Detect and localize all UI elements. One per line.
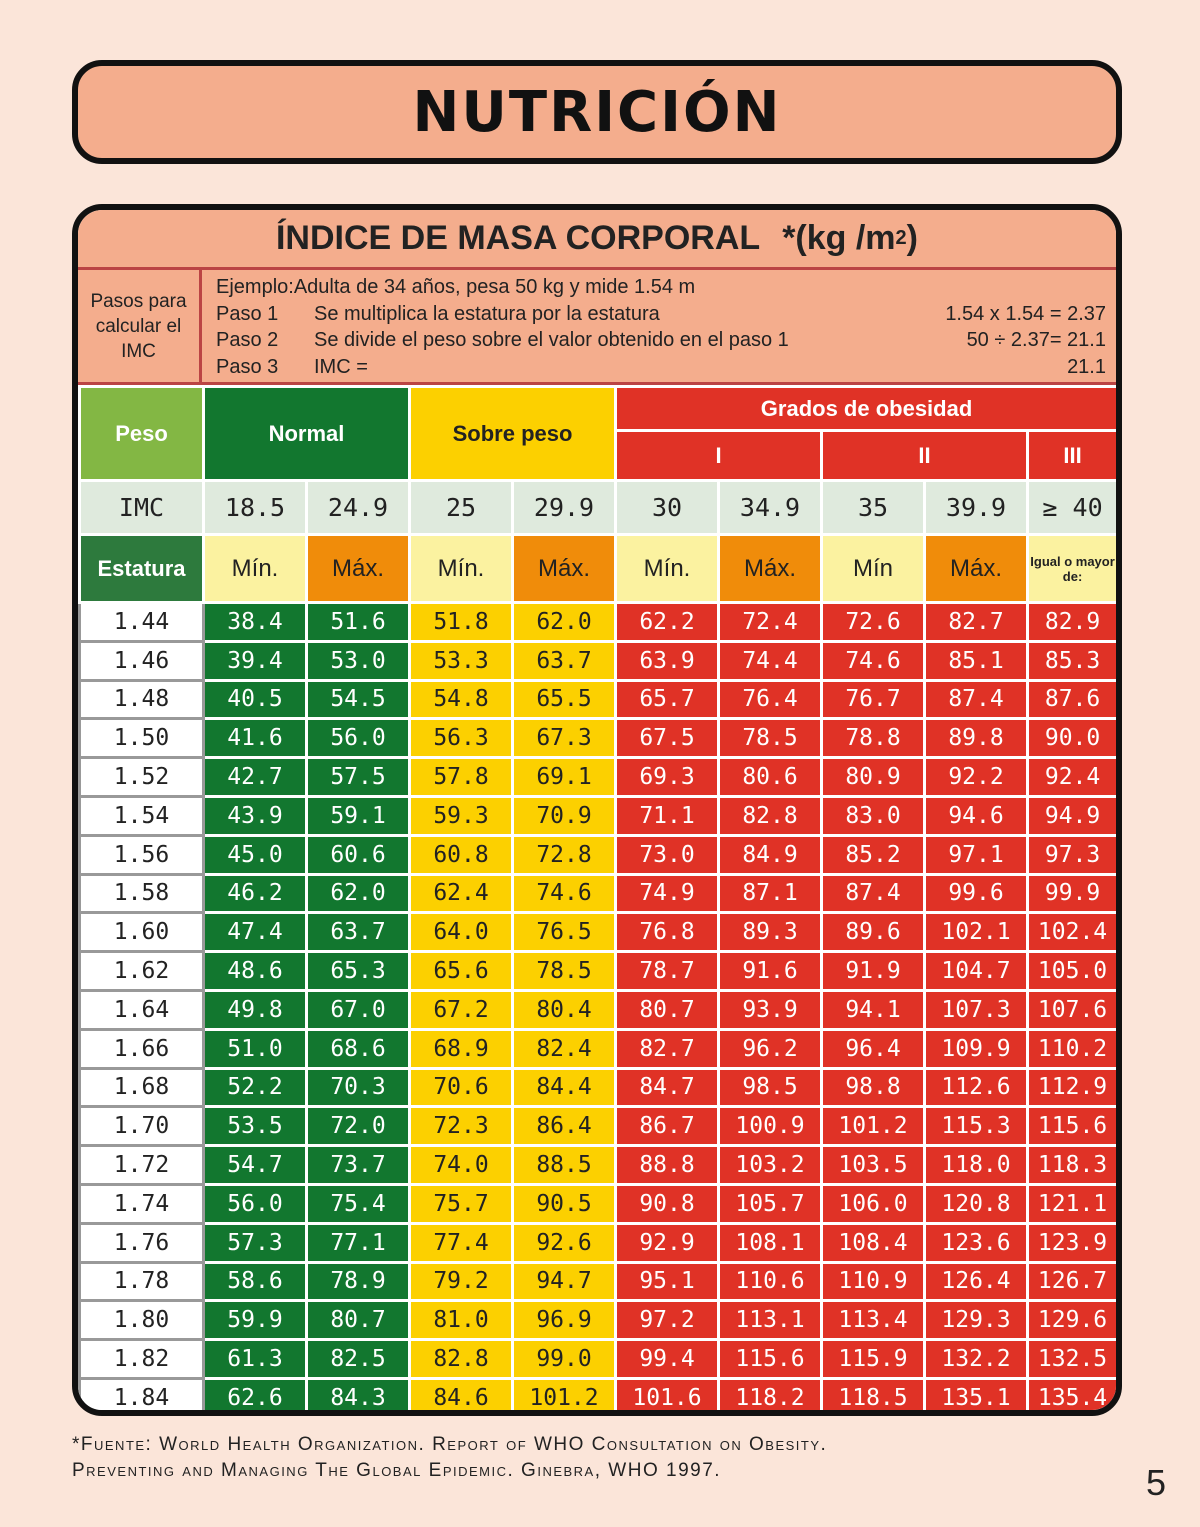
estatura-cell: 1.48 (80, 680, 204, 719)
grade-ii-header: II (822, 431, 1028, 481)
weight-cell: 120.8 (925, 1184, 1028, 1223)
step-result: 1.54 x 1.54 = 2.37 (945, 302, 1106, 325)
weight-cell: 78.5 (719, 719, 822, 758)
table-title-units-suffix: ) (906, 219, 918, 257)
weight-cell: 121.1 (1028, 1184, 1118, 1223)
weight-cell: 62.0 (513, 603, 616, 642)
weight-cell: 47.4 (204, 913, 307, 952)
page-number: 5 (1145, 1462, 1166, 1503)
estatura-cell: 1.64 (80, 990, 204, 1029)
weight-cell: 53.0 (307, 641, 410, 680)
imc-value: 24.9 (307, 481, 410, 535)
max-label: Máx. (925, 535, 1028, 603)
weight-cell: 67.0 (307, 990, 410, 1029)
weight-cell: 79.2 (410, 1262, 513, 1301)
estatura-cell: 1.78 (80, 1262, 204, 1301)
table-row (80, 719, 1118, 758)
weight-cell: 62.2 (616, 603, 719, 642)
table-row (80, 835, 1118, 874)
estatura-cell: 1.52 (80, 758, 204, 797)
weight-cell: 76.4 (719, 680, 822, 719)
imc-value: ≥ 40 (1028, 481, 1118, 535)
minmax-row (80, 535, 1118, 603)
table-row (80, 1378, 1118, 1416)
estatura-cell: 1.62 (80, 952, 204, 991)
weight-cell: 91.9 (822, 952, 925, 991)
weight-cell: 94.9 (1028, 796, 1118, 835)
weight-cell: 106.0 (822, 1184, 925, 1223)
weight-cell: 49.8 (204, 990, 307, 1029)
step-key: Paso 2 (216, 329, 279, 351)
imc-value: 25 (410, 481, 513, 535)
weight-cell: 73.0 (616, 835, 719, 874)
weight-cell: 89.8 (925, 719, 1028, 758)
weight-cell: 110.9 (822, 1262, 925, 1301)
weight-cell: 51.8 (410, 603, 513, 642)
table-title-units-sup: 2 (895, 227, 907, 249)
weight-cell: 86.7 (616, 1107, 719, 1146)
footnote-line: Preventing and Managing The Global Epidemic. Ginebra, WHO 1997. (72, 1460, 722, 1481)
weight-cell: 109.9 (925, 1029, 1028, 1068)
weight-cell: 96.2 (719, 1029, 822, 1068)
weight-cell: 69.1 (513, 758, 616, 797)
estatura-cell: 1.60 (80, 913, 204, 952)
weight-cell: 78.9 (307, 1262, 410, 1301)
weight-cell: 62.6 (204, 1378, 307, 1416)
max-label: Máx. (513, 535, 616, 603)
weight-cell: 110.2 (1028, 1029, 1118, 1068)
weight-cell: 75.4 (307, 1184, 410, 1223)
weight-cell: 60.8 (410, 835, 513, 874)
weight-cell: 126.4 (925, 1262, 1028, 1301)
table-title-units-prefix: *(kg /m (782, 219, 896, 257)
weight-cell: 76.7 (822, 680, 925, 719)
weight-cell: 90.8 (616, 1184, 719, 1223)
weight-cell: 51.6 (307, 603, 410, 642)
weight-cell: 72.4 (719, 603, 822, 642)
estatura-label: Estatura (80, 535, 204, 603)
weight-cell: 82.8 (719, 796, 822, 835)
weight-cell: 118.2 (719, 1378, 822, 1416)
weight-cell: 51.0 (204, 1029, 307, 1068)
weight-cell: 81.0 (410, 1301, 513, 1340)
min-label: Mín. (204, 535, 307, 603)
weight-cell: 82.5 (307, 1340, 410, 1379)
weight-cell: 112.6 (925, 1068, 1028, 1107)
weight-cell: 87.4 (925, 680, 1028, 719)
weight-cell: 56.0 (307, 719, 410, 758)
title-banner (72, 60, 1122, 164)
weight-cell: 135.4 (1028, 1378, 1118, 1416)
estatura-cell: 1.56 (80, 835, 204, 874)
weight-cell: 126.7 (1028, 1262, 1118, 1301)
weight-cell: 84.9 (719, 835, 822, 874)
weight-cell: 94.6 (925, 796, 1028, 835)
weight-cell: 100.9 (719, 1107, 822, 1146)
weight-cell: 102.1 (925, 913, 1028, 952)
min-label: Mín (822, 535, 925, 603)
weight-cell: 101.2 (513, 1378, 616, 1416)
weight-cell: 96.4 (822, 1029, 925, 1068)
weight-cell: 105.0 (1028, 952, 1118, 991)
weight-cell: 94.7 (513, 1262, 616, 1301)
estatura-cell: 1.82 (80, 1340, 204, 1379)
weight-cell: 98.5 (719, 1068, 822, 1107)
weight-cell: 70.6 (410, 1068, 513, 1107)
weight-cell: 41.6 (204, 719, 307, 758)
weight-cell: 67.2 (410, 990, 513, 1029)
step-text: Se multiplica la estatura por la estatura (314, 302, 660, 325)
weight-cell: 85.1 (925, 641, 1028, 680)
weight-cell: 105.7 (719, 1184, 822, 1223)
weight-cell: 99.0 (513, 1340, 616, 1379)
imc-value: 30 (616, 481, 719, 535)
table-row (80, 1340, 1118, 1379)
weight-cell: 85.3 (1028, 641, 1118, 680)
weight-cell: 74.4 (719, 641, 822, 680)
table-row (80, 796, 1118, 835)
weight-cell: 129.3 (925, 1301, 1028, 1340)
weight-cell: 92.6 (513, 1223, 616, 1262)
weight-cell: 80.7 (307, 1301, 410, 1340)
weight-cell: 69.3 (616, 758, 719, 797)
imc-table-card (72, 204, 1122, 1416)
page-title: NUTRICIÓN (412, 79, 782, 145)
weight-cell: 65.6 (410, 952, 513, 991)
weight-cell: 135.1 (925, 1378, 1028, 1416)
weight-cell: 72.0 (307, 1107, 410, 1146)
table-title (78, 210, 1116, 270)
weight-cell: 84.7 (616, 1068, 719, 1107)
imc-value: 34.9 (719, 481, 822, 535)
igual-mayor-label: Igual o mayor de: (1028, 535, 1118, 603)
weight-cell: 59.1 (307, 796, 410, 835)
weight-cell: 104.7 (925, 952, 1028, 991)
estatura-cell: 1.70 (80, 1107, 204, 1146)
weight-cell: 97.1 (925, 835, 1028, 874)
weight-cell: 56.0 (204, 1184, 307, 1223)
weight-cell: 67.5 (616, 719, 719, 758)
estatura-cell: 1.66 (80, 1029, 204, 1068)
weight-cell: 80.4 (513, 990, 616, 1029)
step-line (216, 354, 1106, 381)
estatura-cell: 1.68 (80, 1068, 204, 1107)
weight-cell: 108.4 (822, 1223, 925, 1262)
footnote-line: *Fuente: World Health Organization. Report of WHO Consultation on Obesity. (72, 1434, 828, 1455)
weight-cell: 94.1 (822, 990, 925, 1029)
step-key: Paso 1 (216, 302, 279, 325)
weight-cell: 91.6 (719, 952, 822, 991)
calculation-steps (78, 270, 1116, 385)
weight-cell: 113.1 (719, 1301, 822, 1340)
weight-cell: 46.2 (204, 874, 307, 913)
table-row (80, 874, 1118, 913)
weight-cell: 54.7 (204, 1146, 307, 1185)
sobrepeso-header: Sobre peso (410, 387, 616, 481)
imc-value: 35 (822, 481, 925, 535)
weight-cell: 96.9 (513, 1301, 616, 1340)
weight-cell: 84.4 (513, 1068, 616, 1107)
weight-cell: 78.8 (822, 719, 925, 758)
table-row (80, 990, 1118, 1029)
weight-cell: 101.2 (822, 1107, 925, 1146)
source-footnote (72, 1432, 1112, 1484)
weight-cell: 89.3 (719, 913, 822, 952)
max-label: Máx. (307, 535, 410, 603)
weight-cell: 99.6 (925, 874, 1028, 913)
weight-cell: 110.6 (719, 1262, 822, 1301)
table-row (80, 1029, 1118, 1068)
weight-cell: 70.9 (513, 796, 616, 835)
weight-cell: 78.7 (616, 952, 719, 991)
weight-cell: 70.3 (307, 1068, 410, 1107)
estatura-cell: 1.50 (80, 719, 204, 758)
table-row (80, 1223, 1118, 1262)
weight-cell: 82.7 (925, 603, 1028, 642)
weight-cell: 76.5 (513, 913, 616, 952)
weight-cell: 52.2 (204, 1068, 307, 1107)
estatura-cell: 1.72 (80, 1146, 204, 1185)
table-row (80, 1107, 1118, 1146)
table-row (80, 1146, 1118, 1185)
weight-cell: 54.8 (410, 680, 513, 719)
weight-cell: 42.7 (204, 758, 307, 797)
weight-cell: 39.4 (204, 641, 307, 680)
weight-cell: 63.9 (616, 641, 719, 680)
weight-cell: 132.2 (925, 1340, 1028, 1379)
weight-cell: 97.3 (1028, 835, 1118, 874)
estatura-cell: 1.80 (80, 1301, 204, 1340)
weight-cell: 64.0 (410, 913, 513, 952)
weight-cell: 65.3 (307, 952, 410, 991)
weight-cell: 59.3 (410, 796, 513, 835)
weight-cell: 82.4 (513, 1029, 616, 1068)
imc-row (80, 481, 1118, 535)
imc-label: IMC (80, 481, 204, 535)
weight-cell: 80.6 (719, 758, 822, 797)
weight-cell: 103.2 (719, 1146, 822, 1185)
imc-value: 18.5 (204, 481, 307, 535)
weight-cell: 103.5 (822, 1146, 925, 1185)
weight-cell: 97.2 (616, 1301, 719, 1340)
weight-cell: 80.7 (616, 990, 719, 1029)
weight-cell: 74.6 (822, 641, 925, 680)
weight-cell: 68.9 (410, 1029, 513, 1068)
weight-cell: 74.9 (616, 874, 719, 913)
step-result: 21.1 (1067, 355, 1106, 378)
weight-cell: 115.6 (719, 1340, 822, 1379)
weight-cell: 115.3 (925, 1107, 1028, 1146)
weight-cell: 115.6 (1028, 1107, 1118, 1146)
grade-i-header: I (616, 431, 822, 481)
estatura-cell: 1.76 (80, 1223, 204, 1262)
weight-cell: 90.5 (513, 1184, 616, 1223)
step-text: Se divide el peso sobre el valor obtenido en el paso 1 (314, 329, 789, 351)
weight-cell: 95.1 (616, 1262, 719, 1301)
step-line (216, 301, 1106, 328)
step-line (216, 327, 1106, 354)
weight-cell: 102.4 (1028, 913, 1118, 952)
weight-cell: 82.8 (410, 1340, 513, 1379)
table-row (80, 1068, 1118, 1107)
weight-cell: 65.5 (513, 680, 616, 719)
estatura-cell: 1.46 (80, 641, 204, 680)
table-row (80, 952, 1118, 991)
weight-cell: 113.4 (822, 1301, 925, 1340)
normal-header: Normal (204, 387, 410, 481)
weight-cell: 77.4 (410, 1223, 513, 1262)
weight-cell: 92.4 (1028, 758, 1118, 797)
weight-cell: 72.3 (410, 1107, 513, 1146)
weight-cell: 108.1 (719, 1223, 822, 1262)
estatura-cell: 1.58 (80, 874, 204, 913)
weight-cell: 123.6 (925, 1223, 1028, 1262)
table-row (80, 641, 1118, 680)
estatura-cell: 1.84 (80, 1378, 204, 1416)
weight-cell: 82.9 (1028, 603, 1118, 642)
weight-cell: 118.3 (1028, 1146, 1118, 1185)
weight-cell: 74.0 (410, 1146, 513, 1185)
weight-cell: 53.5 (204, 1107, 307, 1146)
weight-cell: 53.3 (410, 641, 513, 680)
weight-cell: 82.7 (616, 1029, 719, 1068)
grade-iii-header: III (1028, 431, 1118, 481)
weight-cell: 88.5 (513, 1146, 616, 1185)
weight-cell: 98.8 (822, 1068, 925, 1107)
weight-cell: 132.5 (1028, 1340, 1118, 1379)
weight-cell: 71.1 (616, 796, 719, 835)
weight-cell: 72.8 (513, 835, 616, 874)
estatura-cell: 1.74 (80, 1184, 204, 1223)
weight-cell: 65.7 (616, 680, 719, 719)
peso-header: Peso (80, 387, 204, 481)
weight-cell: 58.6 (204, 1262, 307, 1301)
weight-cell: 107.3 (925, 990, 1028, 1029)
weight-cell: 101.6 (616, 1378, 719, 1416)
weight-cell: 54.5 (307, 680, 410, 719)
weight-cell: 63.7 (513, 641, 616, 680)
imc-value: 39.9 (925, 481, 1028, 535)
weight-cell: 43.9 (204, 796, 307, 835)
weight-cell: 85.2 (822, 835, 925, 874)
step-result: 50 ÷ 2.37= 21.1 (966, 329, 1106, 351)
weight-cell: 88.8 (616, 1146, 719, 1185)
example-text: Ejemplo:Adulta de 34 años, pesa 50 kg y mide 1.54 m (216, 276, 696, 298)
weight-cell: 73.7 (307, 1146, 410, 1185)
weight-cell: 123.9 (1028, 1223, 1118, 1262)
weight-cell: 87.1 (719, 874, 822, 913)
estatura-cell: 1.44 (80, 603, 204, 642)
example-line (216, 274, 1106, 301)
weight-cell: 38.4 (204, 603, 307, 642)
max-label: Máx. (719, 535, 822, 603)
weight-cell: 115.9 (822, 1340, 925, 1379)
weight-cell: 107.6 (1028, 990, 1118, 1029)
obesidad-header: Grados de obesidad (616, 387, 1118, 431)
weight-cell: 57.5 (307, 758, 410, 797)
table-row (80, 1301, 1118, 1340)
weight-cell: 60.6 (307, 835, 410, 874)
weight-cell: 77.1 (307, 1223, 410, 1262)
weight-cell: 40.5 (204, 680, 307, 719)
weight-cell: 57.3 (204, 1223, 307, 1262)
weight-cell: 61.3 (204, 1340, 307, 1379)
imc-value: 29.9 (513, 481, 616, 535)
weight-cell: 83.0 (822, 796, 925, 835)
weight-cell: 67.3 (513, 719, 616, 758)
min-label: Mín. (616, 535, 719, 603)
weight-cell: 57.8 (410, 758, 513, 797)
weight-cell: 63.7 (307, 913, 410, 952)
weight-cell: 99.9 (1028, 874, 1118, 913)
weight-cell: 80.9 (822, 758, 925, 797)
table-title-main: ÍNDICE DE MASA CORPORAL (275, 219, 761, 257)
table-row (80, 913, 1118, 952)
weight-cell: 89.6 (822, 913, 925, 952)
weight-cell: 129.6 (1028, 1301, 1118, 1340)
table-row (80, 758, 1118, 797)
steps-lines (216, 274, 1106, 380)
weight-cell: 72.6 (822, 603, 925, 642)
weight-cell: 118.0 (925, 1146, 1028, 1185)
table-row (80, 603, 1118, 642)
steps-label: Pasos para calcular el IMC (78, 270, 202, 382)
weight-cell: 92.9 (616, 1223, 719, 1262)
weight-cell: 78.5 (513, 952, 616, 991)
weight-cell: 45.0 (204, 835, 307, 874)
table-row (80, 680, 1118, 719)
weight-cell: 59.9 (204, 1301, 307, 1340)
min-label: Mín. (410, 535, 513, 603)
weight-cell: 48.6 (204, 952, 307, 991)
weight-cell: 62.4 (410, 874, 513, 913)
weight-cell: 112.9 (1028, 1068, 1118, 1107)
weight-cell: 84.6 (410, 1378, 513, 1416)
estatura-cell: 1.54 (80, 796, 204, 835)
weight-cell: 86.4 (513, 1107, 616, 1146)
step-text: IMC = (314, 355, 368, 378)
weight-cell: 68.6 (307, 1029, 410, 1068)
weight-cell: 90.0 (1028, 719, 1118, 758)
weight-cell: 74.6 (513, 874, 616, 913)
table-row (80, 1184, 1118, 1223)
weight-cell: 99.4 (616, 1340, 719, 1379)
weight-cell: 76.8 (616, 913, 719, 952)
weight-cell: 84.3 (307, 1378, 410, 1416)
weight-cell: 56.3 (410, 719, 513, 758)
weight-cell: 92.2 (925, 758, 1028, 797)
step-key: Paso 3 (216, 355, 279, 378)
weight-cell: 118.5 (822, 1378, 925, 1416)
weight-cell: 93.9 (719, 990, 822, 1029)
weight-cell: 75.7 (410, 1184, 513, 1223)
weight-cell: 87.6 (1028, 680, 1118, 719)
weight-cell: 62.0 (307, 874, 410, 913)
table-row (80, 1262, 1118, 1301)
weight-cell: 87.4 (822, 874, 925, 913)
bmi-table (78, 385, 1119, 1416)
